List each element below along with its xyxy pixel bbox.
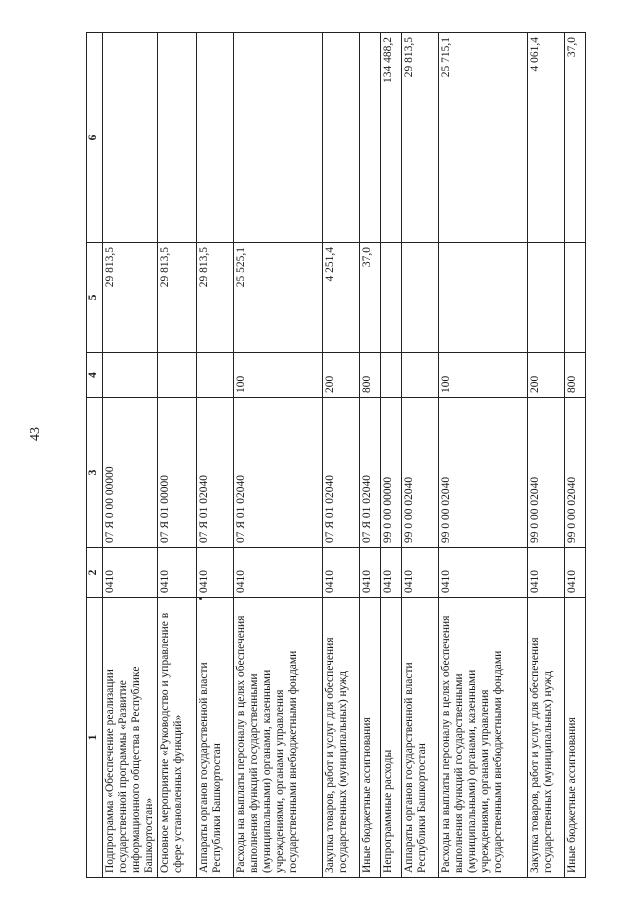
row-expense-type: 200 xyxy=(528,353,565,398)
row-expense-type: 800 xyxy=(565,353,586,398)
page-number: 43 xyxy=(28,427,43,441)
col-header-3: 3 xyxy=(87,398,103,548)
row-amount-5 xyxy=(565,243,586,353)
row-name: Основное мероприятие «Руководство и управление в сфере установленных функций» xyxy=(158,598,197,878)
row-section-code: 0410 xyxy=(360,548,381,598)
row-amount-6 xyxy=(158,33,197,243)
row-name: Подпрограмма «Обеспечение реализации государственной программы «Развитие информационного общества в Республике Башкортостан» xyxy=(103,598,158,878)
row-section-code: 0410 xyxy=(565,548,586,598)
row-target-code: 07 Я 01 02040 xyxy=(234,398,323,548)
table-row xyxy=(197,33,234,878)
col-header-2: 2 xyxy=(87,548,103,598)
row-amount-6 xyxy=(103,33,158,243)
row-amount-6 xyxy=(360,33,381,243)
row-amount-6 xyxy=(234,33,323,243)
row-amount-5 xyxy=(381,243,402,353)
row-amount-6: 25 715,1 xyxy=(439,33,528,243)
row-name: Закупка товаров, работ и услуг для обеспечения государственных (муниципальных) нужд xyxy=(528,598,565,878)
row-amount-5: 29 813,5 xyxy=(158,243,197,353)
row-name: Иные бюджетные ассигнования xyxy=(360,598,381,878)
row-amount-5 xyxy=(439,243,528,353)
row-section-code: 0410 xyxy=(197,548,234,598)
row-target-code: 07 Я 01 00000 xyxy=(158,398,197,548)
table-row xyxy=(234,33,323,878)
row-name: Расходы на выплаты персоналу в целях обеспечения выполнения функций государственными (муниципальными) органами, казенными учреждениями, органами управления государственными внебюджетными фондами xyxy=(234,598,323,878)
row-target-code: 99 0 00 02040 xyxy=(402,398,439,548)
row-amount-6: 29 813,5 xyxy=(402,33,439,243)
row-expense-type xyxy=(402,353,439,398)
row-target-code: 99 0 00 00000 xyxy=(381,398,402,548)
table-row xyxy=(360,33,381,878)
row-expense-type xyxy=(197,353,234,398)
row-amount-6 xyxy=(323,33,360,243)
row-section-code: 0410 xyxy=(323,548,360,598)
table-row xyxy=(381,33,402,878)
row-amount-5 xyxy=(528,243,565,353)
row-expense-type: 200 xyxy=(323,353,360,398)
row-name: Закупка товаров, работ и услуг для обеспечения государственных (муниципальных) нужд xyxy=(323,598,360,878)
row-section-code: 0410 xyxy=(158,548,197,598)
row-amount-5: 29 813,5 xyxy=(197,243,234,353)
row-target-code: 07 Я 0 00 00000 xyxy=(103,398,158,548)
table-row xyxy=(565,33,586,878)
table-row xyxy=(402,33,439,878)
row-name: Непрограммные расходы xyxy=(381,598,402,878)
row-amount-5: 25 525,1 xyxy=(234,243,323,353)
row-target-code: 07 Я 01 02040 xyxy=(323,398,360,548)
table-row xyxy=(323,33,360,878)
row-amount-5: 4 251,4 xyxy=(323,243,360,353)
row-expense-type: 100 xyxy=(234,353,323,398)
col-header-6: 6 xyxy=(87,33,103,243)
row-target-code: 99 0 00 02040 xyxy=(528,398,565,548)
row-name: Расходы на выплаты персоналу в целях обеспечения выполнения функций государственными (муниципальными) органами, казенными учреждениями, органами управления государственными внебюджетными фондами xyxy=(439,598,528,878)
row-amount-5: 37,0 xyxy=(360,243,381,353)
row-amount-5: 29 813,5 xyxy=(103,243,158,353)
row-amount-6: 4 061,4 xyxy=(528,33,565,243)
row-name: Аппараты органов государственной власти Республики Башкортостан xyxy=(402,598,439,878)
row-target-code: 99 0 00 02040 xyxy=(565,398,586,548)
col-header-5: 5 xyxy=(87,243,103,353)
row-amount-6: 37,0 xyxy=(565,33,586,243)
row-target-code: 99 0 00 02040 xyxy=(439,398,528,548)
table-row xyxy=(528,33,565,878)
row-expense-type: 800 xyxy=(360,353,381,398)
rotated-page-content xyxy=(86,33,582,878)
col-header-4: 4 xyxy=(87,353,103,398)
row-expense-type xyxy=(158,353,197,398)
row-target-code: 07 Я 01 02040 xyxy=(360,398,381,548)
row-expense-type xyxy=(103,353,158,398)
table-row xyxy=(158,33,197,878)
row-section-code: 0410 xyxy=(381,548,402,598)
row-expense-type: 100 xyxy=(439,353,528,398)
table-row xyxy=(439,33,528,878)
row-expense-type xyxy=(381,353,402,398)
row-name: Аппараты органов государственной власти Республики Башкортостан xyxy=(197,598,234,878)
row-section-code: 0410 xyxy=(103,548,158,598)
row-target-code: 07 Я 01 02040 xyxy=(197,398,234,548)
row-section-code: 0410 xyxy=(528,548,565,598)
row-section-code: 0410 xyxy=(234,548,323,598)
row-amount-5 xyxy=(402,243,439,353)
header-row xyxy=(87,33,103,878)
table-row xyxy=(103,33,158,878)
col-header-1: 1 xyxy=(87,598,103,878)
budget-table xyxy=(86,32,586,878)
row-amount-6 xyxy=(197,33,234,243)
row-name: Иные бюджетные ассигнования xyxy=(565,598,586,878)
row-section-code: 0410 xyxy=(402,548,439,598)
row-section-code: 0410 xyxy=(439,548,528,598)
row-amount-6: 134 488,2 xyxy=(381,33,402,243)
